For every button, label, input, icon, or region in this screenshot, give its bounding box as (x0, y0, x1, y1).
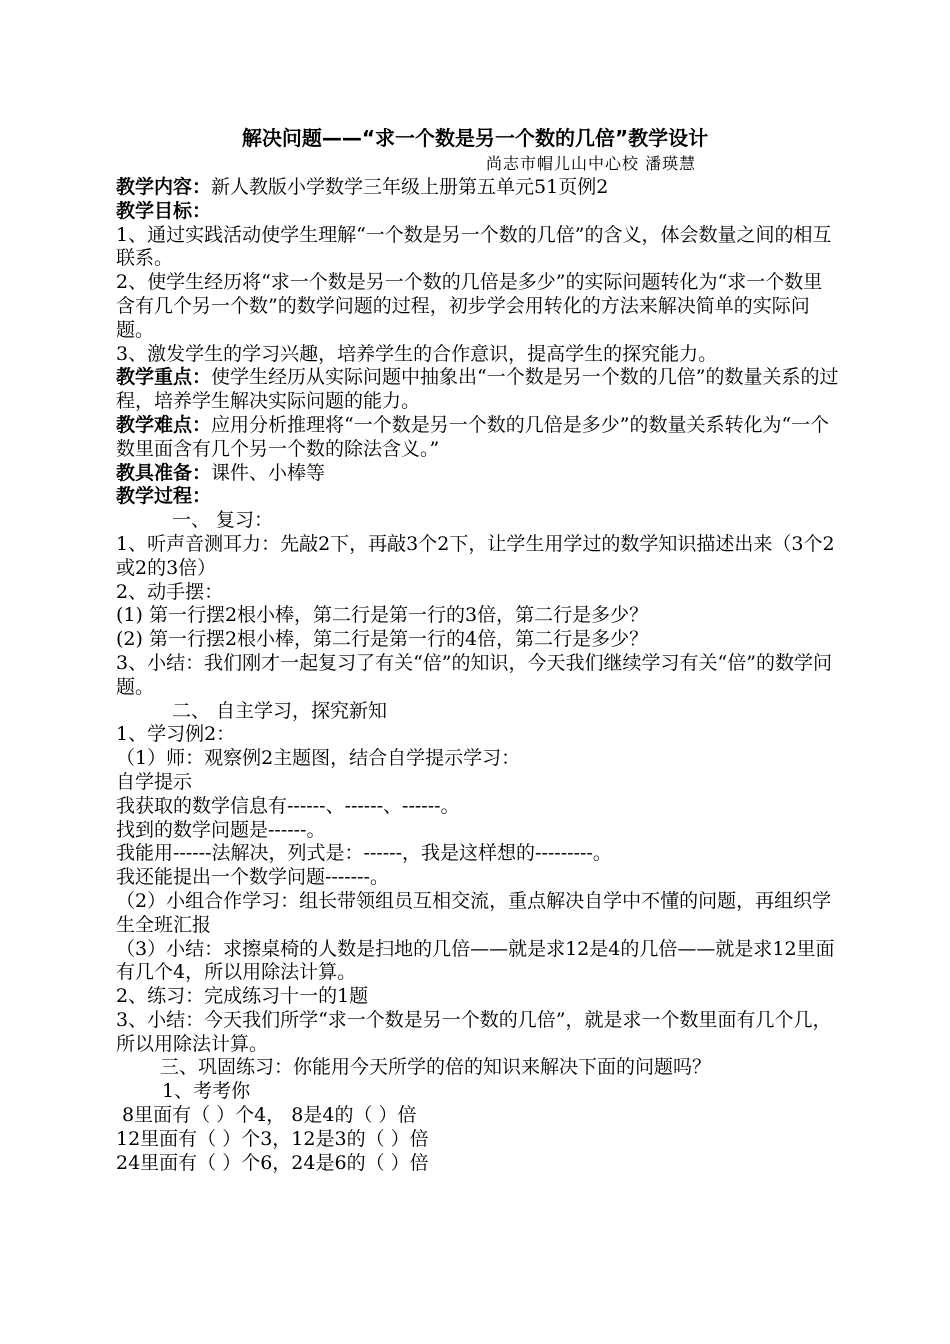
section-3-item-1: 1、考考你 (162, 1080, 251, 1103)
section-1-item-2b: (2) 第一行摆2根小棒，第二行是第一行的4倍，第二行是多少？ (116, 628, 649, 651)
tools-label: 教具准备： (116, 461, 212, 484)
key-point-label: 教学重点： (116, 366, 212, 389)
goal-2: 2、使学生经历将“求一个数是另一个数的几倍是多少”的实际问题转化为“求一个数里含有几个另一个数”的数学问题的过程，初步学会用转化的方法来解决简单的实际问题。 (116, 271, 823, 341)
section-1-item-2a: (1) 第一行摆2根小棒，第二行是第一行的3倍，第二行是多少？ (116, 604, 649, 627)
section-3-title: 三、巩固练习：你能用今天所学的倍的知识来解决下面的问题吗？ (160, 1056, 712, 1079)
goal-1: 1、通过实践活动使学生理解“一个数是另一个数的几倍”的含义，体会数量之间的相互联系。 (116, 223, 832, 270)
goal-3: 3、激发学生的学习兴趣，培养学生的合作意识，提高学生的探究能力。 (116, 342, 718, 365)
section-2-item-3: 3、小结：今天我们所学“求一个数是另一个数的几倍”，就是求一个数里面有几个几，所以用除法计算。 (116, 1008, 832, 1055)
quiz-line-3: 24里面有（ ）个6，24是6的（ ）倍 (116, 1151, 429, 1174)
difficulty-row (116, 414, 840, 462)
self-study-tip-1: 我获取的数学信息有------、------、------。 (116, 794, 460, 817)
quiz-line-1: 8里面有（ ）个4， 8是4的（ ）倍 (116, 1104, 417, 1127)
self-study-tip-4: 我还能提出一个数学问题-------。 (116, 866, 389, 889)
section-1-item-1: 1、听声音测耳力：先敲2下，再敲3个2下，让学生用学过的数学知识描述出来（3个2或2的3倍） (116, 532, 835, 579)
author-line: 尚志市帽儿山中心校 潘瑛慧 (486, 154, 697, 173)
quiz-line-2: 12里面有（ ）个3，12是3的（ ）倍 (116, 1127, 429, 1150)
key-point-text: 使学生经历从实际问题中抽象出“一个数是另一个数的几倍”的数量关系的过程，培养学生解决实际问题的能力。 (116, 366, 839, 413)
tools-row (116, 462, 840, 486)
section-1-item-3: 3、小结：我们刚才一起复习了有关“倍”的知识，今天我们继续学习有关“倍”的数学问题。 (116, 651, 832, 698)
content-text: 新人教版小学数学三年级上册第五单元51页例2 (211, 176, 609, 198)
self-study-tip-2: 找到的数学问题是------。 (116, 818, 326, 841)
goals-label: 教学目标： (116, 199, 212, 222)
section-2-item-1a: （1）师：观察例2主题图，结合自学提示学习： (116, 747, 521, 770)
document-body (116, 176, 840, 1175)
key-point-row (116, 366, 840, 414)
content-row (116, 176, 840, 200)
section-2-title: 二、 自主学习，探究新知 (172, 699, 388, 722)
self-study-tip-title: 自学提示 (116, 770, 193, 793)
document-title: 解决问题——“求一个数是另一个数的几倍”教学设计 (241, 126, 709, 150)
difficulty-label: 教学难点： (116, 413, 212, 436)
section-2-item-1b: （2）小组合作学习：组长带领组员互相交流，重点解决自学中不懂的问题，再组织学生全班汇报 (116, 889, 832, 936)
content-label: 教学内容： (116, 176, 212, 198)
section-1-title: 一、 复习： (172, 509, 274, 532)
difficulty-text: 应用分析推理将“一个数是另一个数的几倍是多少”的数量关系转化为“一个数里面含有几个另一个数的除法含义。” (116, 413, 830, 460)
section-2-item-2: 2、练习：完成练习十一的1题 (116, 985, 369, 1008)
section-2-item-1: 1、学习例2： (116, 723, 236, 746)
section-2-item-1c: （3）小结：求擦桌椅的人数是扫地的几倍——就是求12是4的几倍——就是求12里面有几个4，所以用除法计算。 (116, 937, 835, 984)
process-label: 教学过程： (116, 485, 212, 508)
tools-text: 课件、小棒等 (211, 461, 326, 484)
section-1-item-2: 2、动手摆： (116, 580, 224, 603)
self-study-tip-3: 我能用------法解决，列式是：------，我是这样想的---------。 (116, 842, 612, 865)
